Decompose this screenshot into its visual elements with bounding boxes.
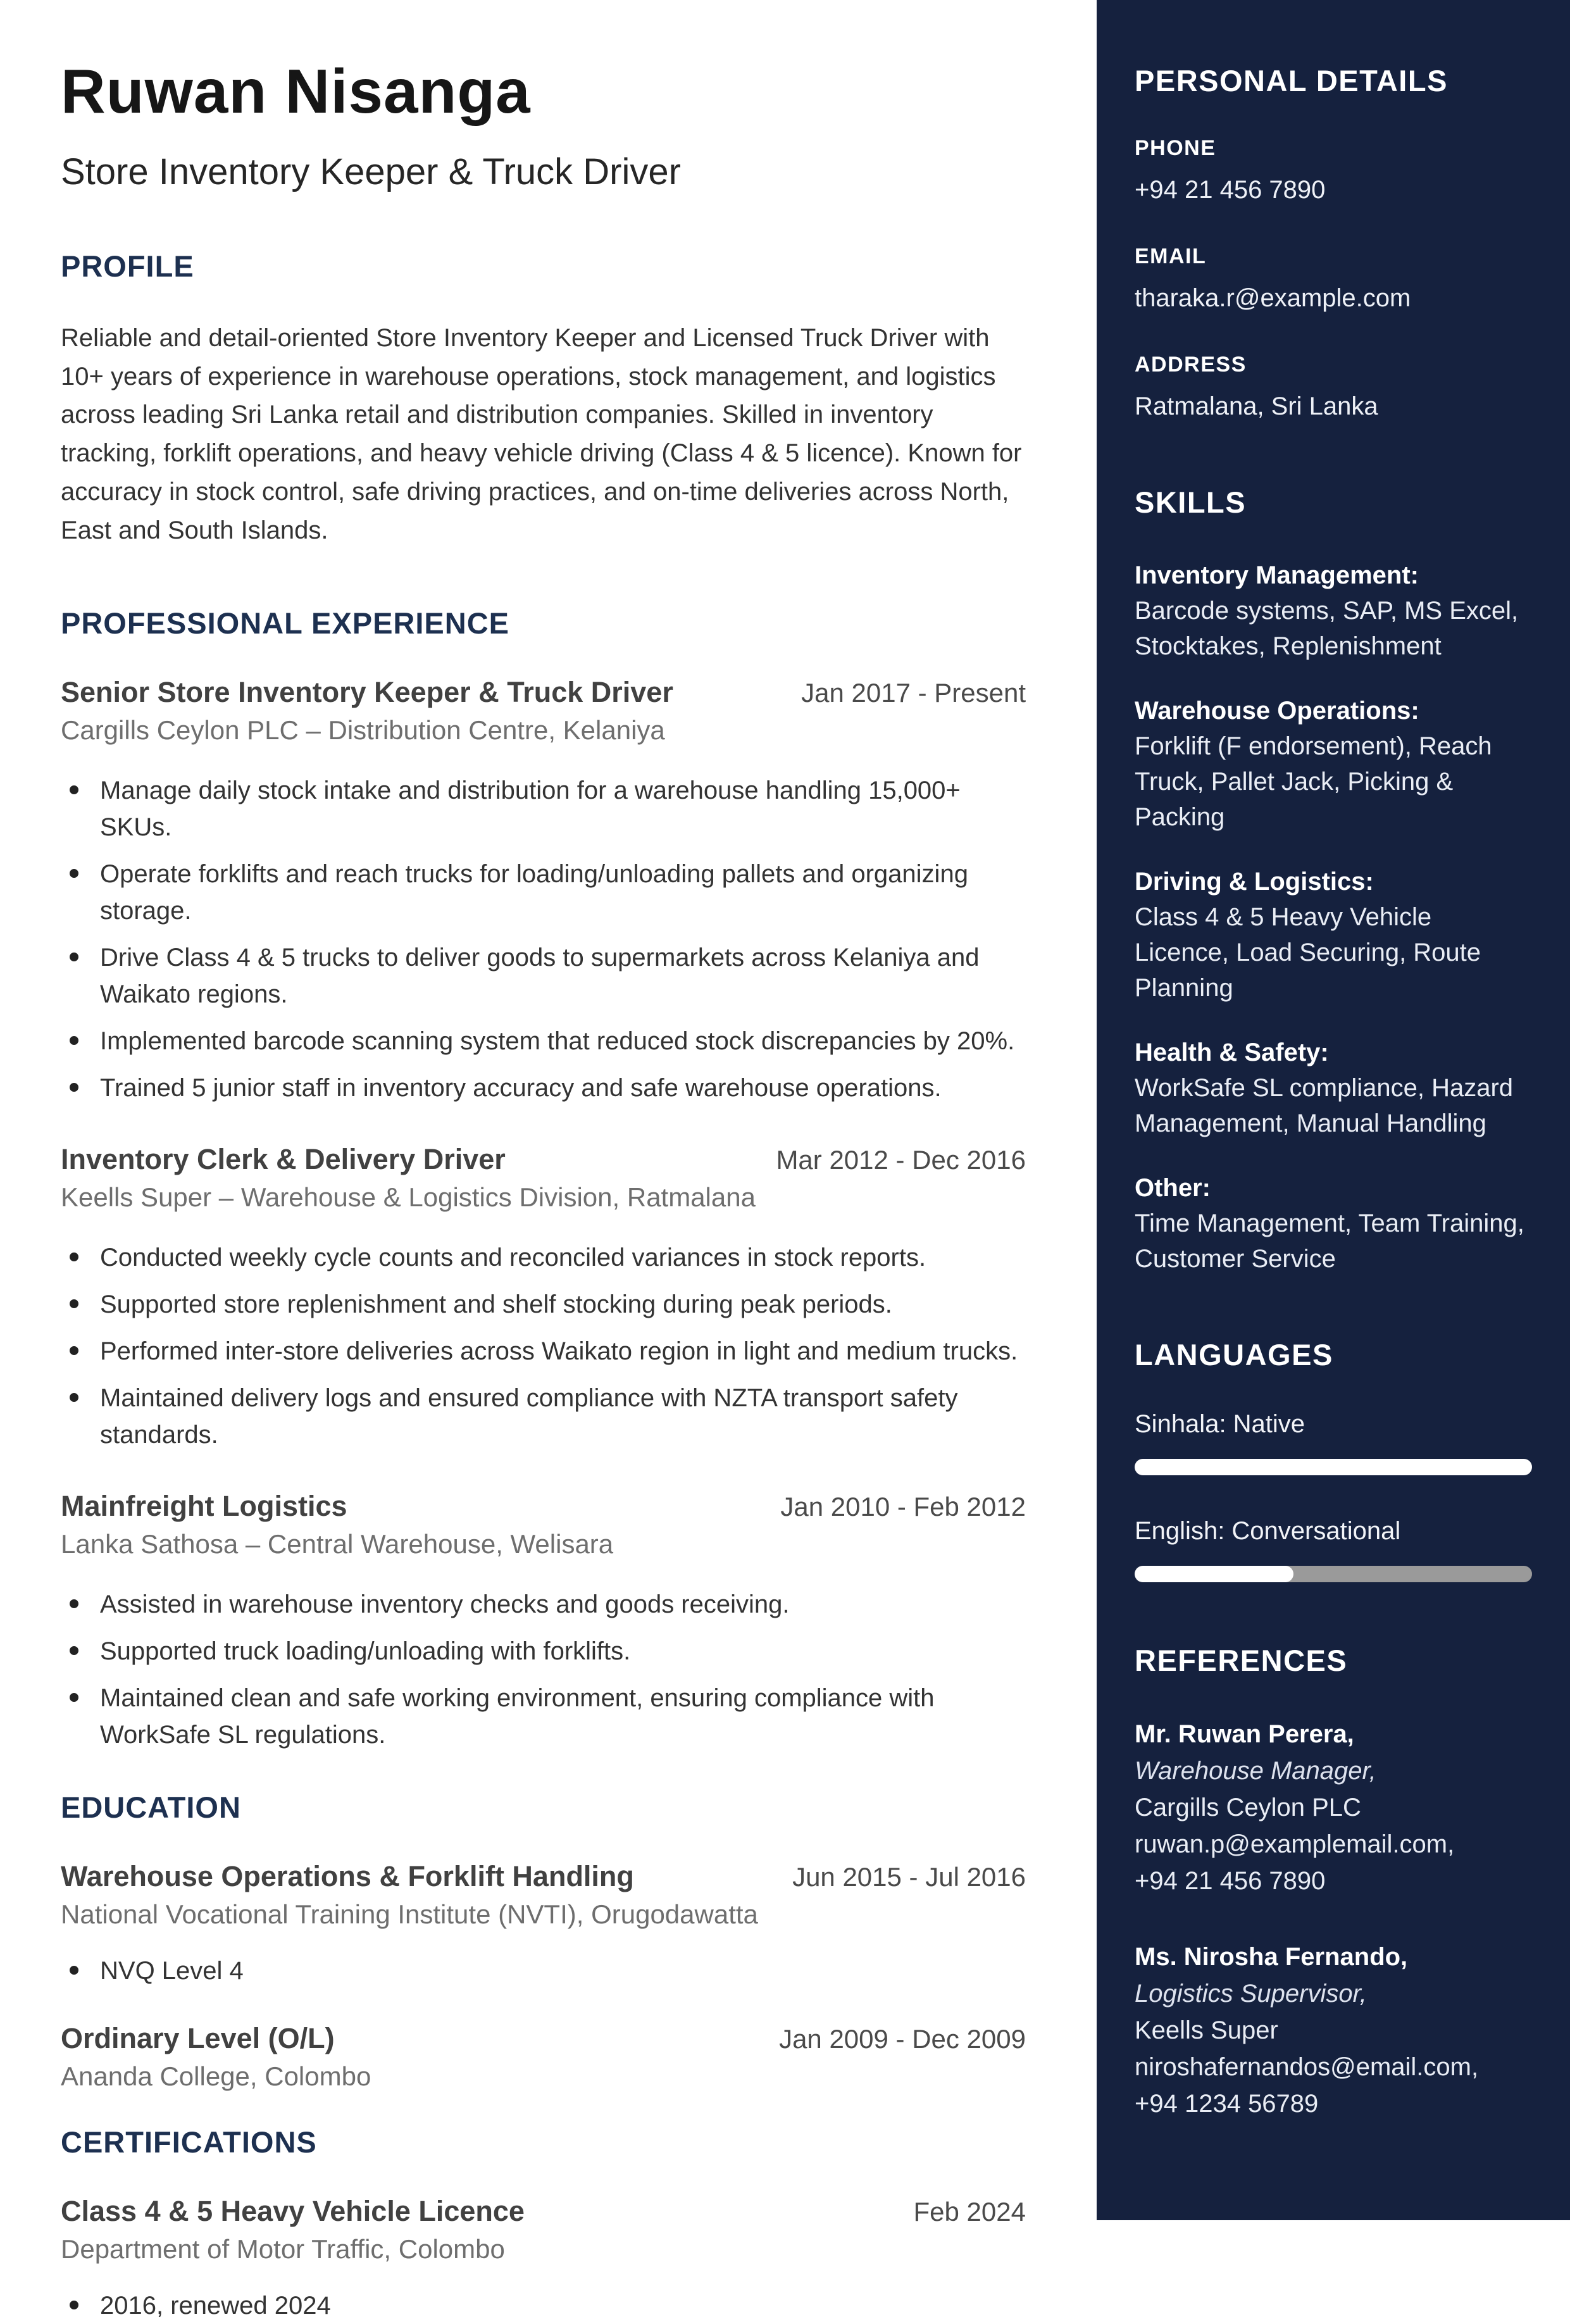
resume-name: Ruwan Nisanga bbox=[61, 56, 531, 126]
reference-name: Ms. Nirosha Fernando, bbox=[1135, 1943, 1408, 1971]
reference-phone: +94 21 456 7890 bbox=[1135, 1867, 1326, 1895]
skill-value: Time Management, Team Training, Customer Service bbox=[1135, 1209, 1524, 1273]
address-value: Ratmalana, Sri Lanka bbox=[1135, 392, 1378, 420]
job-bullet: Maintained delivery logs and ensured compliance with NZTA transport safety standards. bbox=[61, 1380, 1026, 1453]
education-title: Warehouse Operations & Forklift Handling bbox=[61, 1859, 634, 1892]
education-bullet-list bbox=[61, 1952, 1026, 1989]
skills-heading: SKILLS bbox=[1135, 485, 1247, 519]
email-label: EMAIL bbox=[1135, 244, 1207, 268]
certification-date: Feb 2024 bbox=[913, 2196, 1026, 2227]
reference-name: Mr. Ruwan Perera, bbox=[1135, 1720, 1354, 1748]
skill-value: Class 4 & 5 Heavy Vehicle Licence, Load Securing, Route Planning bbox=[1135, 903, 1481, 1002]
job-date: Jan 2010 - Feb 2012 bbox=[780, 1491, 1026, 1521]
language-label: English: Conversational bbox=[1135, 1517, 1401, 1545]
resume-subtitle: Store Inventory Keeper & Truck Driver bbox=[61, 151, 681, 192]
personal-details-heading: PERSONAL DETAILS bbox=[1135, 64, 1448, 97]
skill-label: Other: bbox=[1135, 1174, 1211, 1202]
sidebar-section-languages bbox=[1135, 1337, 1532, 1582]
skill-label: Inventory Management: bbox=[1135, 561, 1419, 589]
skill-group bbox=[1135, 1170, 1532, 1277]
job-company: Cargills Ceylon PLC – Distribution Centre, Kelaniya bbox=[61, 715, 665, 745]
certification-bullet-list bbox=[61, 2287, 1026, 2324]
languages-heading: LANGUAGES bbox=[1135, 1338, 1333, 1371]
reference-email: niroshafernandos@email.com, bbox=[1135, 2053, 1479, 2081]
job-bullet: Implemented barcode scanning system that reduced stock discrepancies by 20%. bbox=[61, 1023, 1026, 1059]
profile-text: Reliable and detail-oriented Store Inventory Keeper and Licensed Truck Driver with 10+ years of experience in warehouse operations, stock management, and logistics across leading Sri Lanka retail and distribution companies. Skilled in inventory tracking, forklift operations, and heavy vehicle driving (Class 4 & 5 licence). Known for accuracy in stock control, safe driving practices, and on-time deliveries across North, East and South Islands. bbox=[61, 323, 1022, 544]
job-entry-header bbox=[61, 1143, 1026, 1176]
job-bullet-list bbox=[61, 1586, 1026, 1753]
reference-company: Cargills Ceylon PLC bbox=[1135, 1794, 1361, 1821]
job-title: Inventory Clerk & Delivery Driver bbox=[61, 1142, 506, 1175]
job-bullet: Manage daily stock intake and distribution for a warehouse handling 15,000+ SKUs. bbox=[61, 772, 1026, 846]
education-entry-header bbox=[61, 1860, 1026, 1893]
language-bar-track bbox=[1135, 1566, 1532, 1582]
job-bullet: Drive Class 4 & 5 trucks to deliver goods to supermarkets across Kelaniya and Waikato regions. bbox=[61, 939, 1026, 1013]
language-bar-fill bbox=[1135, 1459, 1532, 1475]
education-school: Ananda College, Colombo bbox=[61, 2061, 371, 2091]
section-profile bbox=[61, 249, 1026, 550]
job-entry bbox=[61, 676, 1026, 1106]
reference-role: Warehouse Manager, bbox=[1135, 1757, 1376, 1785]
education-entry bbox=[61, 2022, 1026, 2092]
email-value: tharaka.r@example.com bbox=[1135, 284, 1411, 312]
profile-heading: PROFILE bbox=[61, 249, 194, 283]
job-title: Mainfreight Logistics bbox=[61, 1489, 347, 1522]
education-date: Jun 2015 - Jul 2016 bbox=[792, 1861, 1026, 1892]
education-bullet: NVQ Level 4 bbox=[61, 1952, 1026, 1989]
reference-company: Keells Super bbox=[1135, 2016, 1278, 2044]
job-bullet: Supported truck loading/unloading with forklifts. bbox=[61, 1633, 1026, 1670]
phone-value: +94 21 456 7890 bbox=[1135, 176, 1326, 204]
skill-group bbox=[1135, 693, 1532, 835]
certification-org: Department of Motor Traffic, Colombo bbox=[61, 2233, 505, 2264]
language-item bbox=[1135, 1410, 1532, 1475]
job-bullet: Supported store replenishment and shelf stocking during peak periods. bbox=[61, 1286, 1026, 1323]
phone-label: PHONE bbox=[1135, 136, 1216, 160]
job-entry-header bbox=[61, 676, 1026, 709]
job-entry-header bbox=[61, 1490, 1026, 1523]
language-label: Sinhala: Native bbox=[1135, 1410, 1305, 1438]
sidebar-section-personal-details bbox=[1135, 63, 1532, 424]
sidebar-section-references bbox=[1135, 1643, 1532, 2122]
education-title: Ordinary Level (O/L) bbox=[61, 2021, 335, 2054]
job-bullet: Operate forklifts and reach trucks for loading/unloading pallets and organizing storage. bbox=[61, 856, 1026, 929]
skill-value: WorkSafe SL compliance, Hazard Management, Manual Handling bbox=[1135, 1074, 1514, 1137]
sidebar bbox=[1097, 0, 1570, 2220]
skill-group bbox=[1135, 864, 1532, 1006]
skill-group bbox=[1135, 1035, 1532, 1141]
job-date: Mar 2012 - Dec 2016 bbox=[776, 1144, 1026, 1175]
skill-label: Health & Safety: bbox=[1135, 1039, 1329, 1066]
job-bullet-list bbox=[61, 1239, 1026, 1453]
personal-detail-email bbox=[1135, 244, 1532, 316]
job-bullet-list bbox=[61, 772, 1026, 1106]
reference-phone: +94 1234 56789 bbox=[1135, 2090, 1319, 2118]
job-bullet: Trained 5 junior staff in inventory accuracy and safe warehouse operations. bbox=[61, 1070, 1026, 1106]
section-experience bbox=[61, 606, 1026, 1753]
skill-label: Warehouse Operations: bbox=[1135, 697, 1419, 725]
certification-entry-header bbox=[61, 2195, 1026, 2228]
personal-detail-phone bbox=[1135, 136, 1532, 208]
job-title: Senior Store Inventory Keeper & Truck Driver bbox=[61, 675, 673, 708]
language-bar-fill bbox=[1135, 1566, 1293, 1582]
job-entry bbox=[61, 1490, 1026, 1753]
reference-item bbox=[1135, 1716, 1532, 1899]
education-heading: EDUCATION bbox=[61, 1790, 241, 1824]
education-entry-header bbox=[61, 2022, 1026, 2055]
certification-title: Class 4 & 5 Heavy Vehicle Licence bbox=[61, 2194, 525, 2227]
skill-group bbox=[1135, 558, 1532, 664]
certification-entry bbox=[61, 2195, 1026, 2324]
reference-email: ruwan.p@examplemail.com, bbox=[1135, 1830, 1455, 1858]
section-certifications bbox=[61, 2125, 1026, 2324]
skill-label: Driving & Logistics: bbox=[1135, 868, 1374, 896]
job-company: Lanka Sathosa – Central Warehouse, Welisara bbox=[61, 1528, 614, 1559]
language-bar-track bbox=[1135, 1459, 1532, 1475]
experience-heading: PROFESSIONAL EXPERIENCE bbox=[61, 606, 509, 640]
education-entry bbox=[61, 1860, 1026, 1989]
language-item bbox=[1135, 1517, 1532, 1582]
skill-value: Barcode systems, SAP, MS Excel, Stocktakes, Replenishment bbox=[1135, 597, 1519, 660]
job-bullet: Performed inter-store deliveries across Waikato region in light and medium trucks. bbox=[61, 1333, 1026, 1370]
skill-value: Forklift (F endorsement), Reach Truck, Pallet Jack, Picking & Packing bbox=[1135, 732, 1492, 831]
reference-role: Logistics Supervisor, bbox=[1135, 1980, 1367, 2008]
job-entry bbox=[61, 1143, 1026, 1453]
job-bullet: Maintained clean and safe working environment, ensuring compliance with WorkSafe SL regulations. bbox=[61, 1680, 1026, 1753]
education-school: National Vocational Training Institute (NVTI), Orugodawatta bbox=[61, 1899, 758, 1929]
certifications-heading: CERTIFICATIONS bbox=[61, 2125, 317, 2159]
references-heading: REFERENCES bbox=[1135, 1644, 1348, 1677]
job-date: Jan 2017 - Present bbox=[801, 677, 1026, 708]
job-bullet: Conducted weekly cycle counts and reconciled variances in stock reports. bbox=[61, 1239, 1026, 1276]
section-education bbox=[61, 1790, 1026, 2092]
job-bullet: Assisted in warehouse inventory checks and goods receiving. bbox=[61, 1586, 1026, 1623]
certification-bullet: 2016, renewed 2024 bbox=[61, 2287, 1026, 2324]
personal-detail-address bbox=[1135, 353, 1532, 424]
reference-item bbox=[1135, 1939, 1532, 2122]
job-company: Keells Super – Warehouse & Logistics Division, Ratmalana bbox=[61, 1182, 756, 1212]
address-label: ADDRESS bbox=[1135, 353, 1247, 377]
education-date: Jan 2009 - Dec 2009 bbox=[779, 2023, 1026, 2054]
sidebar-section-skills bbox=[1135, 485, 1532, 1277]
